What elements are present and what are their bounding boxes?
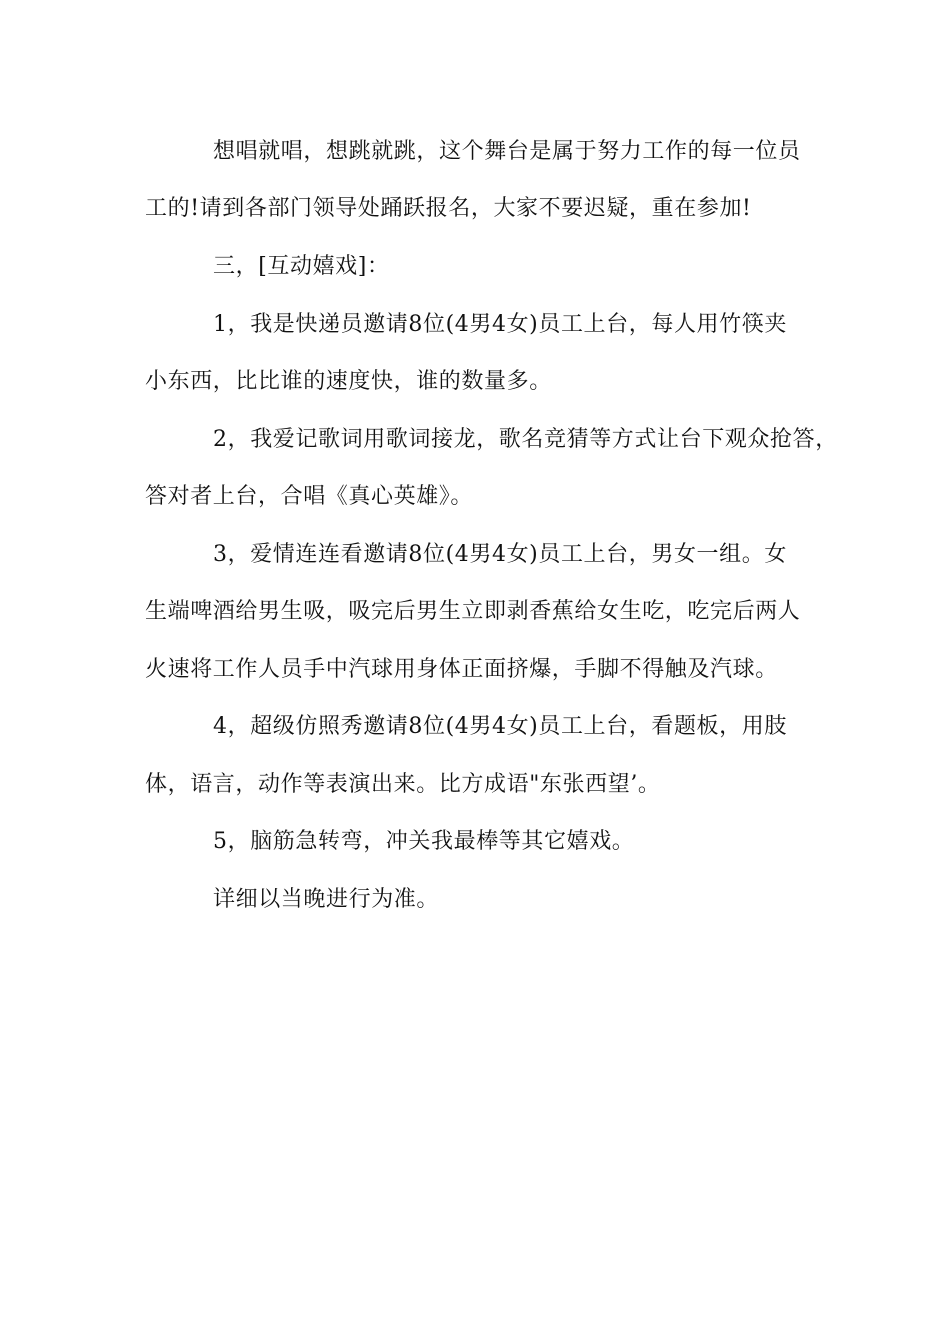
paragraph-line-4: 1，我是快递员邀请8位(4男4女)员工上台，每人用竹筷夹: [213, 312, 787, 337]
paragraph-line-11: 4，超级仿照秀邀请8位(4男4女)员工上台，看题板，用肢: [213, 714, 787, 739]
paragraph-line-8: 3，爱情连连看邀请8位(4男4女)员工上台，男女一组。女: [213, 542, 787, 567]
paragraph-line-12: 体，语言，动作等表演出来。比方成语"东张西望’。: [145, 772, 661, 797]
paragraph-line-13: 5，脑筋急转弯，冲关我最棒等其它嬉戏。: [213, 829, 635, 854]
paragraph-line-6: 2，我爱记歌词用歌词接龙，歌名竞猜等方式让台下观众抢答，: [213, 427, 838, 452]
paragraph-line-7: 答对者上台，合唱《真心英雄》。: [145, 484, 474, 509]
paragraph-line-1: 想唱就唱，想跳就跳，这个舞台是属于努力工作的每一位员: [213, 139, 801, 164]
paragraph-line-14: 详细以当晚进行为准。: [213, 887, 440, 912]
paragraph-line-10: 火速将工作人员手中汽球用身体正面挤爆，手脚不得触及汽球。: [145, 657, 778, 682]
paragraph-line-2: 工的!请到各部门领导处踊跃报名，大家不要迟疑，重在参加!: [145, 196, 752, 221]
paragraph-line-9: 生端啤酒给男生吸，吸完后男生立即剥香蕉给女生吃，吃完后两人: [145, 599, 801, 624]
section-heading: 三，[互动嬉戏]：: [213, 254, 390, 279]
paragraph-line-5: 小东西，比比谁的速度快，谁的数量多。: [145, 369, 552, 394]
